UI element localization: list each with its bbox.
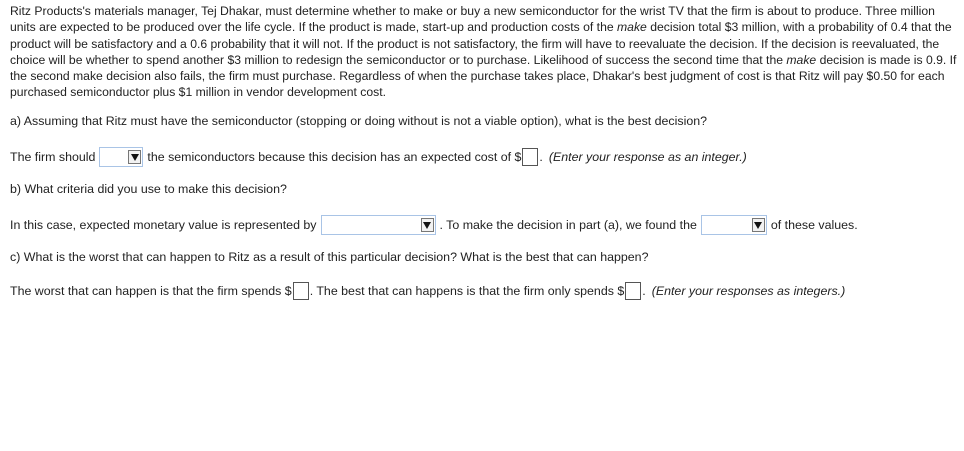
problem-emphasis-make-2: make xyxy=(786,52,817,67)
expected-cost-input[interactable] xyxy=(522,148,538,166)
problem-text-3: decision is made is 0.9. If the second make decision also fails, the firm must purchase. Regardless of when the purchase takes place, Dhakar's best judgment of cost is that Ritz will pay $0.50 for each purchased semiconductor plus $1 million in vendor development cost. xyxy=(10,52,957,100)
answer-b-row xyxy=(10,215,858,235)
problem-emphasis-make-1: make xyxy=(617,20,647,35)
answer-a-post: . xyxy=(539,150,543,164)
answer-b-mid: . To make the decision in part (a), we found the xyxy=(439,218,697,232)
answer-b-pre: In this case, expected monetary value is represented by xyxy=(10,218,317,232)
answer-a-mid: the semiconductors because this decision has an expected cost of $ xyxy=(147,150,522,164)
answer-a-pre: The firm should xyxy=(10,150,96,164)
found-dropdown[interactable] xyxy=(701,215,767,235)
problem-statement xyxy=(10,3,958,101)
triangle-down-icon[interactable] xyxy=(128,150,141,164)
decision-dropdown[interactable] xyxy=(99,147,143,167)
question-a-text: a) Assuming that Ritz must have the semiconductor (stopping or doing without is not a viable option), what is the best decision? xyxy=(10,114,708,128)
emv-represented-dropdown[interactable] xyxy=(321,215,436,235)
answer-c-hint: (Enter your responses as integers.) xyxy=(651,284,846,298)
question-b-text: b) What criteria did you use to make this decision? xyxy=(10,182,287,196)
best-case-input[interactable] xyxy=(625,282,641,300)
worst-case-input[interactable] xyxy=(293,282,309,300)
question-c xyxy=(10,249,648,265)
triangle-down-icon[interactable] xyxy=(752,218,765,232)
answer-a-hint: (Enter your response as an integer.) xyxy=(548,150,747,164)
problem-text-2: decision total $3 million, with a probability of 0.4 that the product will be satisfactory and a 0.6 probability that it will not. If the product is not satisfactory, the firm will have to reevaluate the decision. If the decision is reevaluated, the choice will be whether to spend another $3 million to redesign the semiconductor or to purchase. Likelihood of success the second time that the xyxy=(10,20,952,67)
triangle-down-icon[interactable] xyxy=(421,218,434,232)
answer-c-mid: . The best that can happens is that the firm only spends $ xyxy=(309,284,625,298)
answer-c-pre: The worst that can happen is that the firm spends $ xyxy=(10,284,292,298)
answer-c-post: . xyxy=(642,284,646,298)
answer-a-row xyxy=(10,147,747,167)
problem-text-1: Ritz Products's materials manager, Tej Dhakar, must determine whether to make or buy a new semiconductor for the wrist TV that the firm is about to produce. Three million units are expected to be produced over the life cycle. If the product is made, start-up and production costs of the xyxy=(10,4,935,35)
question-b xyxy=(10,181,287,197)
question-c-text: c) What is the worst that can happen to Ritz as a result of this particular decision? What is the best that can happen? xyxy=(10,250,649,264)
answer-c-row xyxy=(10,282,845,300)
answer-b-post: of these values. xyxy=(770,218,858,232)
question-a xyxy=(10,113,707,129)
